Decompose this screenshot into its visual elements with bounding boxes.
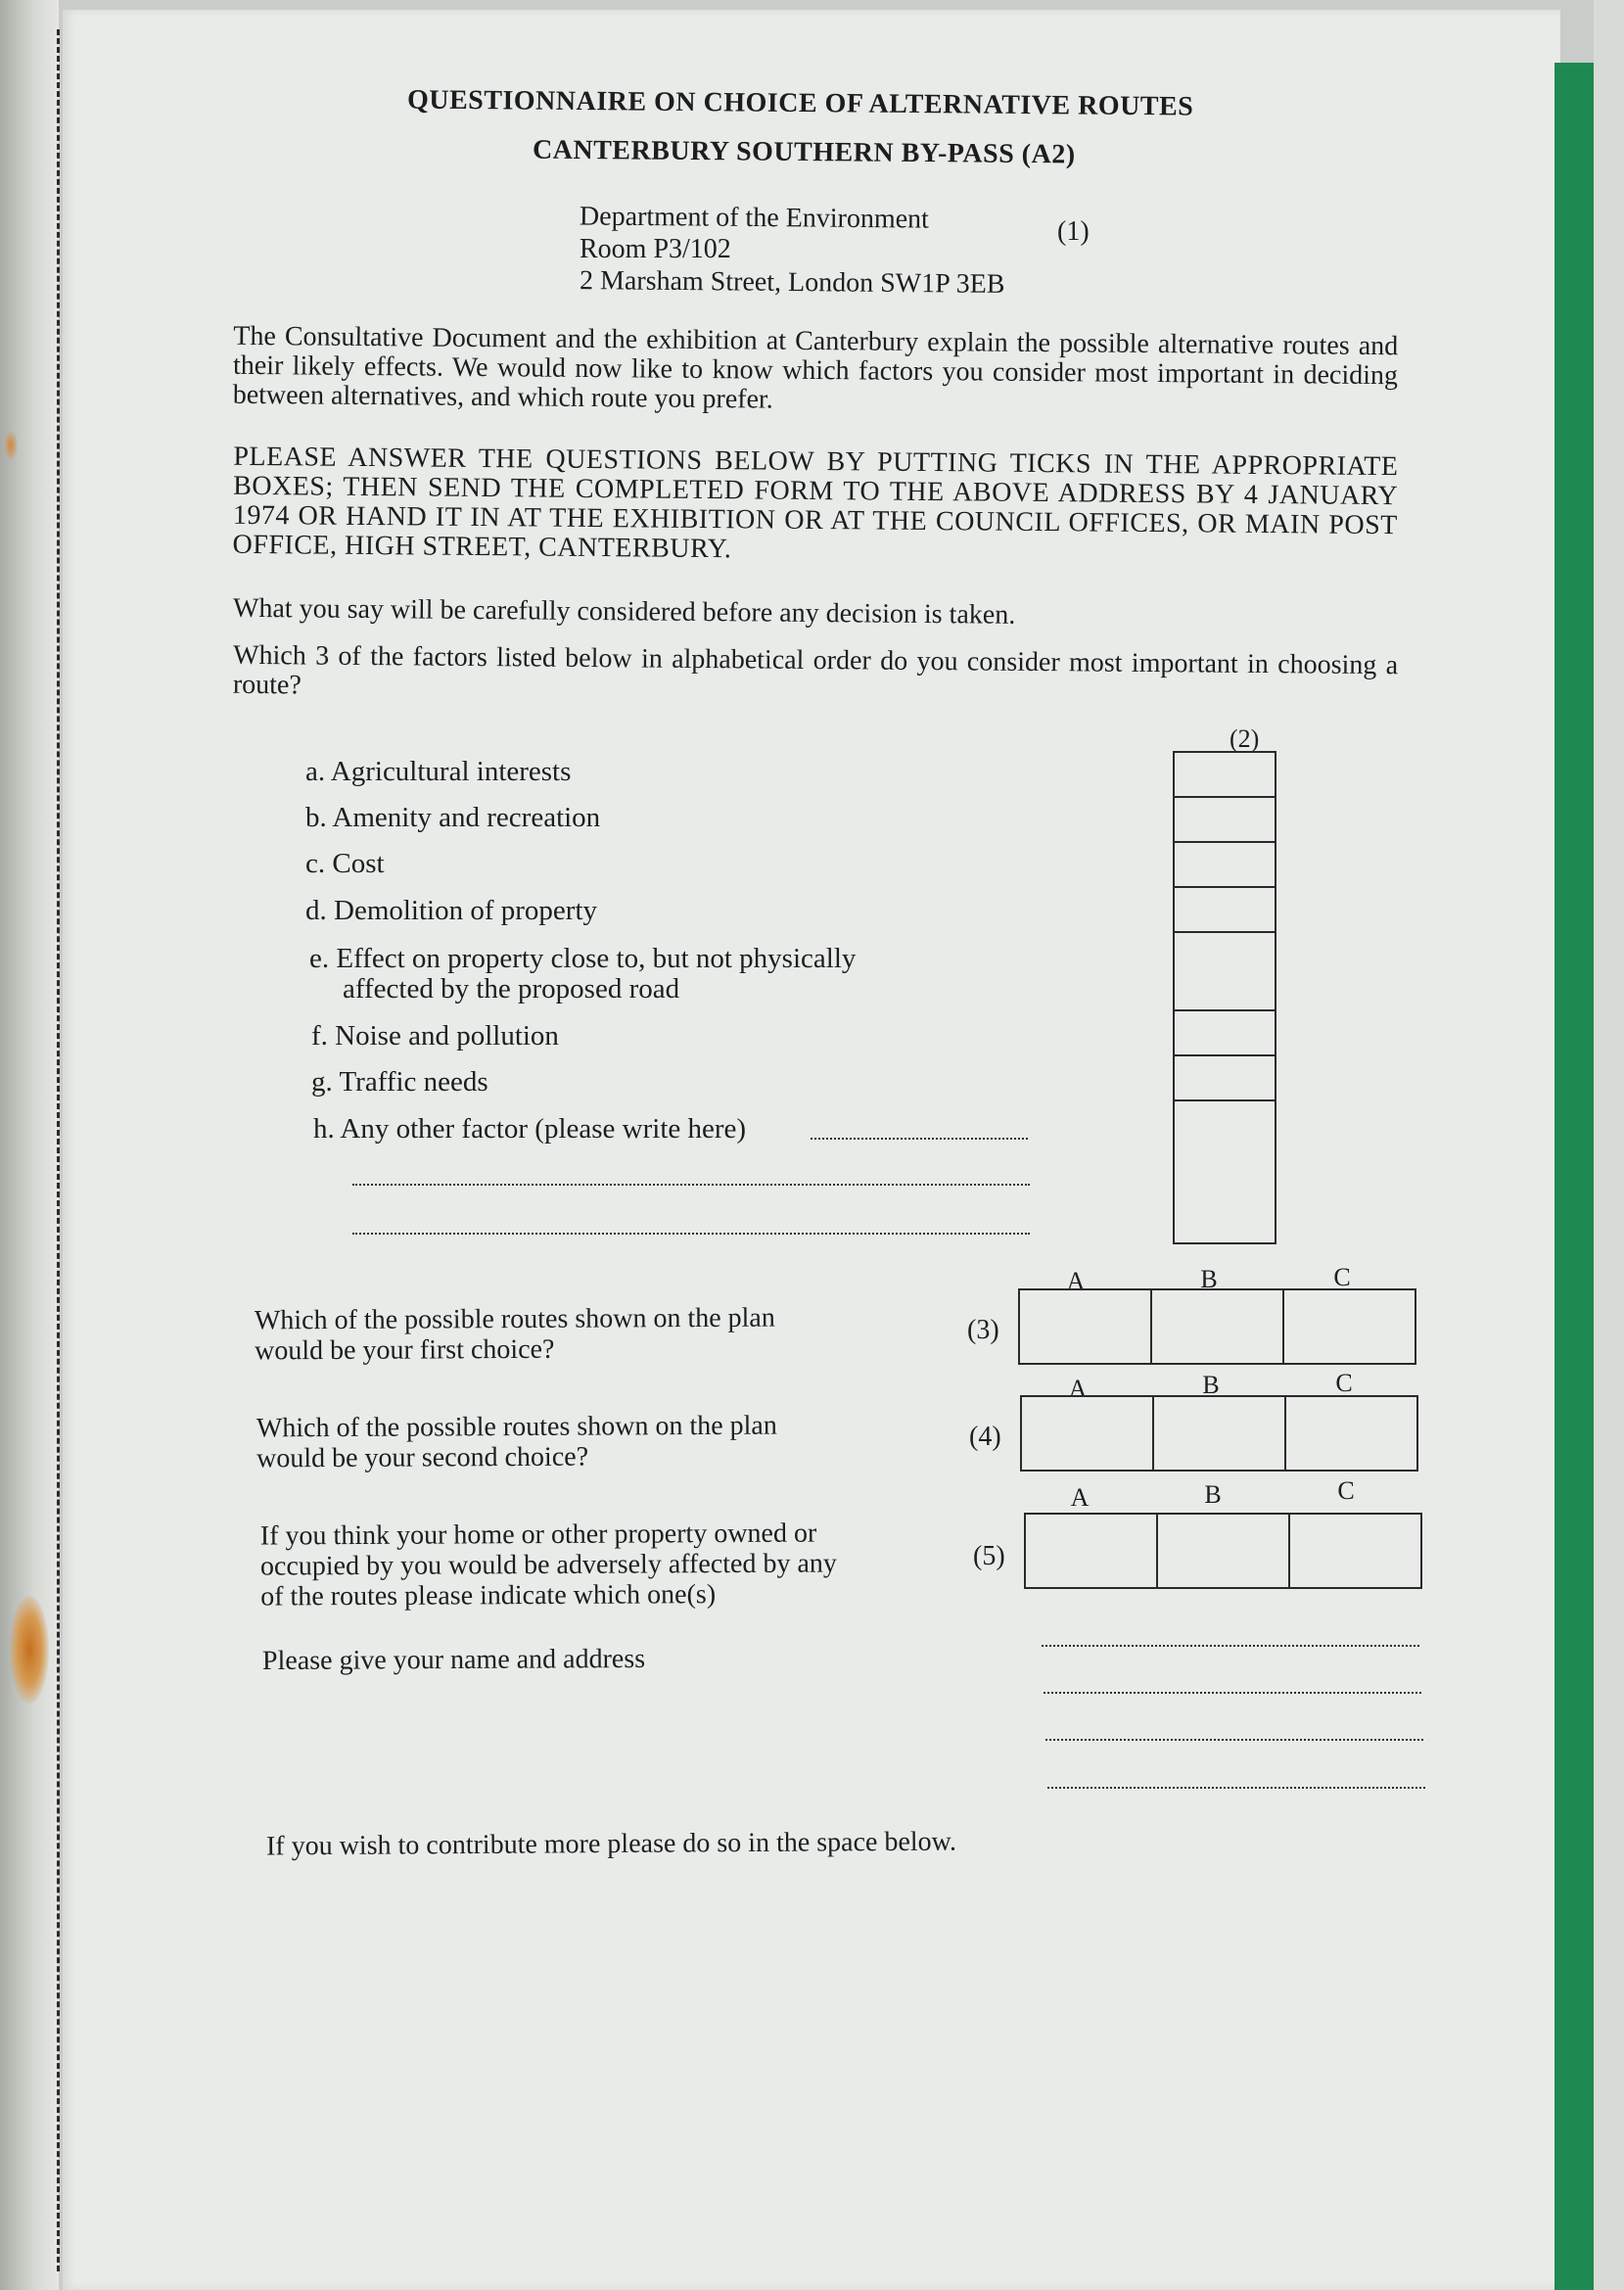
question-first-choice: Which of the possible routes shown on the plan would be your first choice?	[254, 1302, 775, 1367]
column-label-a: A	[1068, 1375, 1088, 1403]
tick-box-f[interactable]	[1175, 1011, 1275, 1056]
column-label-c: C	[1335, 1369, 1353, 1397]
factors-ref: (2)	[1230, 724, 1260, 753]
factor-item: g. Traffic needs	[311, 1066, 488, 1098]
name-address-line[interactable]	[1045, 1739, 1423, 1741]
consideration-note: What you say will be carefully considered before any decision is taken.	[232, 592, 1016, 631]
address-street: 2 Marsham Street, London SW1P 3EB	[579, 265, 1005, 300]
column-label-b: B	[1202, 1371, 1220, 1399]
route-box-a[interactable]	[1026, 1515, 1158, 1587]
factor-item: b. Amenity and recreation	[305, 802, 601, 833]
name-address-line[interactable]	[1047, 1787, 1425, 1789]
route-box-b[interactable]	[1152, 1290, 1284, 1363]
page-title: QUESTIONNAIRE ON CHOICE OF ALTERNATIVE ROUTES	[406, 84, 1194, 122]
route-box-a[interactable]	[1022, 1397, 1154, 1470]
factor-item: a. Agricultural interests	[305, 756, 572, 787]
intro-paragraph: The Consultative Document and the exhibition at Canterbury explain the possible alternative routes and their likely effects. We would now like to know which factors you consider most important in deciding between alternatives, and which route you prefer.	[232, 320, 1399, 415]
column-label-a: A	[1070, 1483, 1090, 1512]
tick-box-b[interactable]	[1175, 798, 1275, 843]
column-label-c: C	[1333, 1263, 1351, 1291]
tick-box-e[interactable]	[1175, 933, 1275, 1011]
factor-item-continuation: affected by the proposed road	[343, 973, 680, 1005]
contribute-note: If you wish to contribute more please do so in the space below.	[265, 1826, 957, 1862]
factors-question: Which 3 of the factors listed below in alphabetical order do you consider most important in choosing a route?	[232, 639, 1399, 701]
rust-stain	[10, 1596, 49, 1704]
address-department: Department of the Environment	[579, 201, 930, 235]
first-choice-boxes	[1018, 1288, 1416, 1365]
route-box-b[interactable]	[1158, 1515, 1290, 1587]
column-label-a: A	[1066, 1267, 1086, 1295]
tick-box-h[interactable]	[1175, 1101, 1275, 1242]
background-surface	[1594, 0, 1624, 2290]
instructions-paragraph: PLEASE ANSWER THE QUESTIONS BELOW BY PUTTING TICKS IN THE APPROPRIATE BOXES; THEN SEND THE COMPLETED FORM TO THE ABOVE ADDRESS BY 4 JANUARY 1974 OR HAND IT IN AT THE EXHIBITION OR AT THE COUNCIL OFFICES, OR MAIN POST OFFICE, HIGH STREET, CANTERBURY.	[232, 441, 1399, 565]
other-factor-line[interactable]	[352, 1233, 1030, 1235]
factor-item: h. Any other factor (please write here)	[313, 1113, 747, 1145]
name-address-prompt: Please give your name and address	[261, 1643, 646, 1677]
contribution-space[interactable]	[266, 1880, 1421, 2252]
column-label-c: C	[1337, 1476, 1355, 1505]
question-second-choice: Which of the possible routes shown on the plan would be your second choice?	[255, 1410, 777, 1474]
other-factor-line[interactable]	[352, 1184, 1030, 1186]
name-address-line[interactable]	[1042, 1645, 1419, 1647]
factor-item: f. Noise and pollution	[311, 1020, 559, 1052]
question-affected-property: If you think your home or other property owned or occupied by you would be adversely affected by any of the routes please indicate which one(s)	[259, 1518, 837, 1612]
route-box-c[interactable]	[1290, 1515, 1420, 1587]
column-label-b: B	[1200, 1265, 1218, 1293]
route-box-c[interactable]	[1284, 1290, 1415, 1363]
address-room: Room P3/102	[580, 234, 731, 264]
address-ref: (1)	[1057, 216, 1090, 247]
green-cover-edge	[1554, 63, 1594, 2290]
perforation-line	[57, 29, 60, 2271]
question-ref-5: (5)	[973, 1541, 1005, 1571]
question-ref-4: (4)	[969, 1422, 1001, 1452]
tick-box-c[interactable]	[1175, 843, 1275, 888]
adjacent-page-edge	[0, 0, 59, 2290]
rust-stain-small	[4, 431, 18, 460]
route-box-c[interactable]	[1286, 1397, 1416, 1470]
factor-item: e. Effect on property close to, but not physically	[309, 943, 857, 974]
affected-route-boxes	[1024, 1513, 1422, 1589]
route-box-b[interactable]	[1154, 1397, 1286, 1470]
tick-box-g[interactable]	[1175, 1056, 1275, 1101]
factor-item: c. Cost	[305, 848, 385, 879]
factor-item: d. Demolition of property	[305, 895, 598, 926]
page-subtitle: CANTERBURY SOUTHERN BY-PASS (A2)	[532, 134, 1076, 170]
other-factor-line[interactable]	[811, 1138, 1028, 1140]
question-ref-3: (3)	[967, 1315, 999, 1345]
name-address-line[interactable]	[1044, 1692, 1421, 1694]
column-label-b: B	[1204, 1480, 1222, 1509]
route-box-a[interactable]	[1020, 1290, 1152, 1363]
factor-tick-boxes	[1173, 751, 1276, 1244]
tick-box-d[interactable]	[1175, 888, 1275, 933]
tick-box-a[interactable]	[1175, 753, 1275, 798]
second-choice-boxes	[1020, 1395, 1418, 1472]
